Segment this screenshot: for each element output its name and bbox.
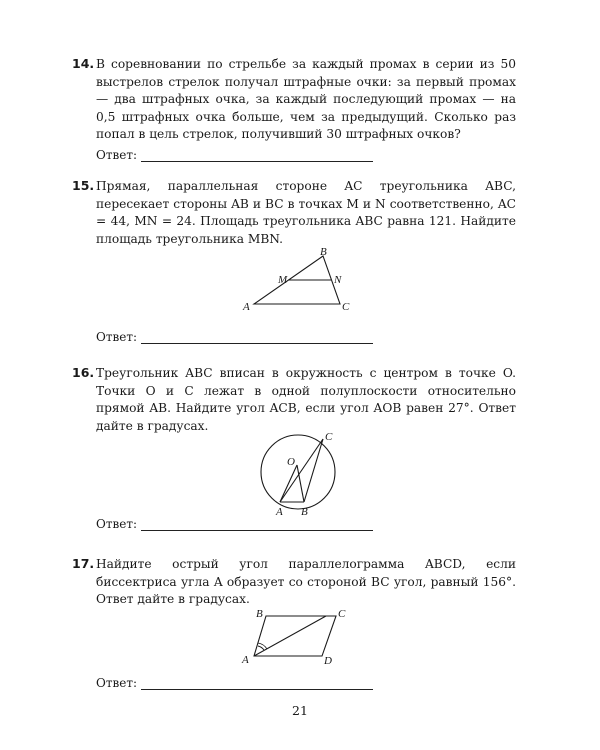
problem-number: 15.	[72, 178, 95, 193]
circle-figure	[254, 429, 354, 519]
problem-number: 16.	[72, 365, 95, 380]
parallelogram-abcd	[254, 616, 336, 656]
label-b: B	[256, 608, 263, 620]
label-b: B	[320, 246, 327, 258]
angle-arc	[258, 646, 264, 650]
label-c: C	[342, 301, 350, 313]
segment-ac	[280, 439, 323, 502]
answer-field[interactable]	[96, 148, 373, 162]
label-a: A	[242, 654, 249, 666]
problem-number: 17.	[72, 556, 95, 571]
answer-field[interactable]	[96, 330, 373, 344]
answer-label: Ответ:	[96, 676, 138, 690]
answer-label: Ответ:	[96, 330, 138, 344]
answer-label: Ответ:	[96, 517, 138, 531]
problem-text: Прямая, параллельная стороне AC треугольника ABC, пересекает стороны AB и BC в точках M и N соответственно, AC = 44, MN = 24. Площадь треугольника ABC равна 121. Найдите площадь треугольника MBN.	[96, 179, 516, 246]
answer-line[interactable]	[141, 150, 373, 162]
answer-field[interactable]	[96, 517, 373, 531]
problem-17	[72, 556, 516, 690]
label-a: A	[276, 506, 283, 518]
answer-line[interactable]	[141, 519, 373, 531]
problem-text: Треугольник ABC вписан в окружность с центром в точке O. Точки O и C лежат в одной полуплоскости относительно прямой AB. Найдите угол ACB, если угол AOB равен 27°. Ответ дайте в градусах.	[96, 366, 516, 433]
label-c: C	[338, 608, 346, 620]
label-a: A	[243, 301, 250, 313]
segment-ob	[297, 465, 304, 502]
label-d: D	[324, 655, 332, 667]
label-n: N	[334, 274, 342, 286]
problem-15	[72, 178, 516, 344]
segment-oa	[280, 465, 297, 502]
label-b: B	[301, 506, 308, 518]
page-number: 21	[292, 703, 308, 718]
parallelogram-figure	[234, 606, 374, 676]
answer-field[interactable]	[96, 676, 373, 690]
segment-bc	[304, 439, 323, 502]
problem-16	[72, 365, 516, 531]
label-c: C	[325, 431, 333, 443]
label-m: M	[278, 274, 288, 286]
problem-14	[72, 56, 516, 162]
problem-text: В соревновании по стрельбе за каждый промах в серии из 50 выстрелов стрелок получал штрафные очки: за первый промах — два штрафных очка, за каждый последующий промах — на 0,5 штрафных очка больше, чем за предыдущий. Сколько раз попал в цель стрелок, получивший 30 штрафных очков?	[96, 57, 516, 141]
answer-label: Ответ:	[96, 148, 138, 162]
bisector	[254, 616, 326, 656]
label-o: O	[287, 456, 295, 468]
triangle-figure	[236, 244, 356, 324]
answer-line[interactable]	[141, 332, 373, 344]
problem-text: Найдите острый угол параллелограмма ABCD, если биссектриса угла A образует со стороной BC угол, равный 156°. Ответ дайте в градусах.	[96, 557, 516, 606]
problem-number: 14.	[72, 56, 95, 71]
answer-line[interactable]	[141, 678, 373, 690]
